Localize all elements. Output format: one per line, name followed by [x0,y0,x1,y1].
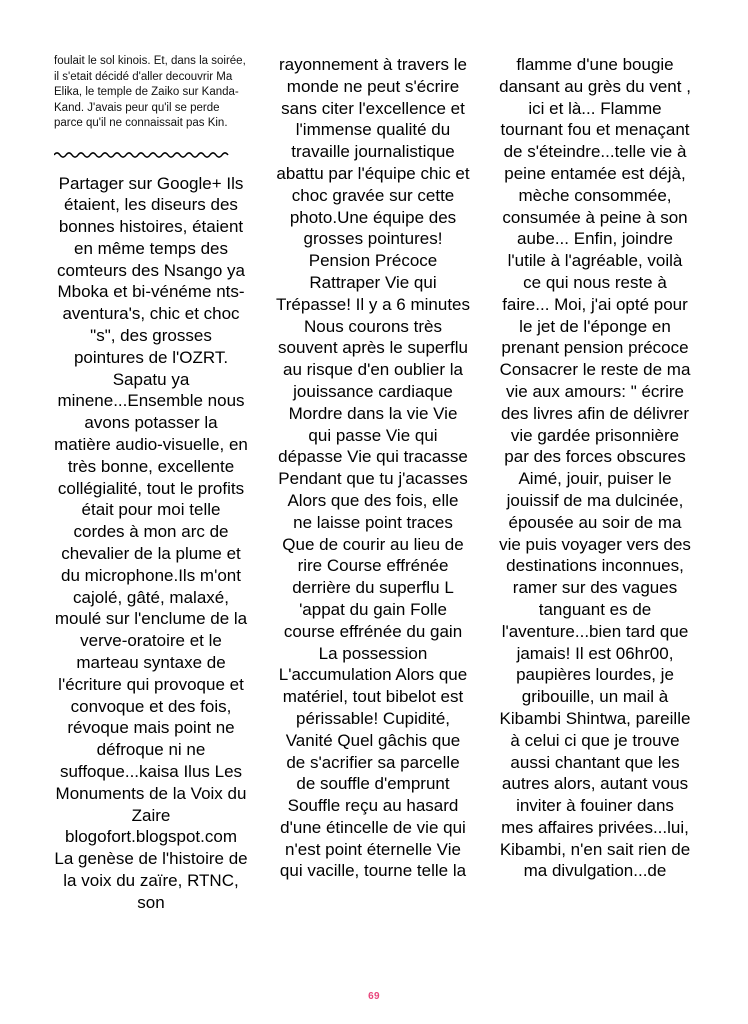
wavy-divider [54,150,248,160]
column-middle [276,54,470,914]
middle-body-text: rayonnement à travers le monde ne peut s'écrire sans citer l'excellence et l'immense qualité du travaille journalistique abattu par l'équipe chic et choc gravée sur cette photo.Une équipe des grosses pointures! Pension Précoce Rattraper Vie qui Trépasse! Il y a 6 minutes Nous courons très souvent après le superflu au risque d'en oublier la jouissance cardiaque Mordre dans la vie Vie qui passe Vie qui dépasse Vie qui tracasse Pendant que tu j'acasses Alors que des fois, elle ne laisse point traces Que de courir au lieu de rire Course effrénée derrière du superflu L 'appat du gain Folle course effrénée du gain La possession L'accumulation Alors que matériel, tout bibelot est périssable! Cupidité, Vanité Quel gâchis que de s'acrifier sa parcelle de souffle d'emprunt Souffle reçu au hasard d'une étincelle de vie qui n'est point éternelle Vie qui vacille, tourne telle la [276,55,471,881]
intro-paragraph: foulait le sol kinois. Et, dans la soirée, il s'etait décidé d'aller decouvrir Ma Elika, le temple de Zaiko sur Kanda-Kand. J'avais peur qu'il se perde parce qu'il ne connaissait pas Kin. [54,55,246,129]
page-number: 69 [368,991,380,1002]
column-left [54,54,248,914]
right-body-text: flamme d'une bougie dansant au grès du vent , ici et là... Flamme tournant fou et menaçant de s'éteindre...telle vie à peine entamée est déjà, mèche consommée, consumée à peine à son aube... Enfin, joindre l'utile à l'agréable, voilà ce qui nous reste à faire... Moi, j'ai opté pour le jet de l'éponge en prenant pension précoce Consacrer le reste de ma vie aux amours: " écrire des livres afin de délivrer vie gardée prisonnière par des forces obscures Aimé, jouir, puiser le jouissif de ma dulcinée, épousée au soir de ma vie puis voyager vers des destinations inconnues, ramer sur des vagues tanguant es de l'aventure...bien tard que jamais! Il est 06hr00, paupières lourdes, je gribouille, un mail à Kibambi Shintwa, pareille à celui ci que je trouve aussi chantant que les autres alors, autant vous inviter à fouiner dans mes affaires privées...lui, Kibambi, n'en sait rien de ma divulgation...de [499,55,691,881]
text-columns [54,54,692,914]
left-body-text: Partager sur Google+ Ils étaient, les diseurs des bonnes histoires, étaient en même temps des comteurs des Nsango ya Mboka et bi-vénéme nts-aventura's, chic et choc "s", des grosses pointures de l'OZRT. Sapatu ya minene...Ensemble nous avons potasser la matière audio-visuelle, en très bonne, excellente collégialité, tout le profits était pour moi telle cordes à mon arc de chevalier de la plume et du microphone.Ils m'ont cajolé, gâté, malaxé, moulé sur l'enclume de la verve-oratoire et le marteau syntaxe de l'écriture qui provoque et convoque et des fois, révoque mais point ne défroque ni ne suffoque...kaisa Ilus Les Monuments de la Voix du Zaire blogofort.blogspot.com La genèse de l'histoire de la voix du zaïre, RTNC, son [54,173,248,912]
column-right [498,54,692,914]
